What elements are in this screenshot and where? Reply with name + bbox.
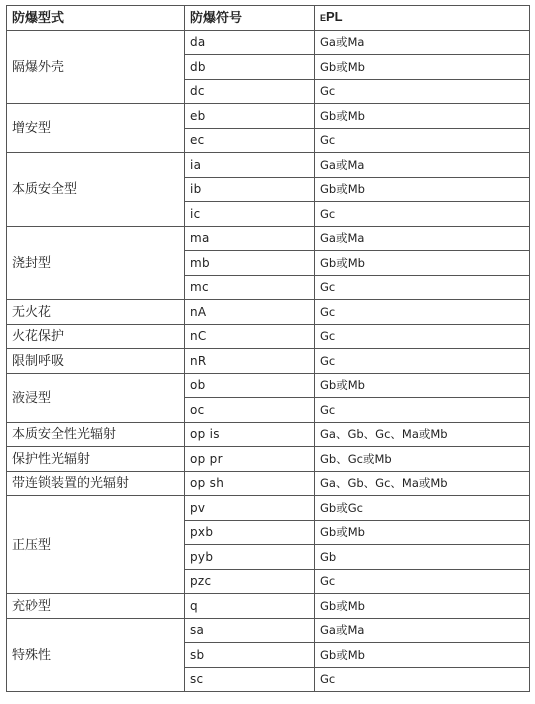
cell-epl: Gc xyxy=(315,300,530,325)
cell-epl: Ga或Ma xyxy=(315,30,530,55)
cell-protection-code: op pr xyxy=(185,447,315,472)
cell-protection-code: op sh xyxy=(185,471,315,496)
cell-protection-code: ic xyxy=(185,202,315,227)
header-type: 防爆型式 xyxy=(7,6,185,31)
cell-protection-type: 限制呼吸 xyxy=(7,349,185,374)
cell-protection-code: sa xyxy=(185,618,315,643)
header-code: 防爆符号 xyxy=(185,6,315,31)
cell-epl: Gc xyxy=(315,324,530,349)
cell-epl: Gb或Gc xyxy=(315,496,530,521)
cell-epl: Ga或Ma xyxy=(315,618,530,643)
cell-protection-type: 增安型 xyxy=(7,104,185,153)
cell-protection-code: ob xyxy=(185,373,315,398)
cell-protection-code: nA xyxy=(185,300,315,325)
table-row xyxy=(7,422,530,447)
cell-protection-code: q xyxy=(185,594,315,619)
cell-protection-code: sb xyxy=(185,643,315,668)
table-row xyxy=(7,30,530,55)
cell-protection-code: pzc xyxy=(185,569,315,594)
cell-epl: Ga或Ma xyxy=(315,226,530,251)
cell-protection-type: 保护性光辐射 xyxy=(7,447,185,472)
cell-epl: Gc xyxy=(315,569,530,594)
header-epl xyxy=(315,6,530,31)
cell-epl: Ga、Gb、Gc、Ma或Mb xyxy=(315,471,530,496)
cell-epl: Gc xyxy=(315,398,530,423)
cell-protection-type: 充砂型 xyxy=(7,594,185,619)
cell-epl: Gb或Mb xyxy=(315,251,530,276)
cell-protection-code: pyb xyxy=(185,545,315,570)
cell-protection-code: sc xyxy=(185,667,315,692)
header-epl-prefix: E xyxy=(320,13,327,24)
cell-protection-code: db xyxy=(185,55,315,80)
table-row xyxy=(7,447,530,472)
cell-epl: Gc xyxy=(315,128,530,153)
table-row xyxy=(7,324,530,349)
cell-epl: Ga、Gb、Gc、Ma或Mb xyxy=(315,422,530,447)
cell-protection-type: 无火花 xyxy=(7,300,185,325)
cell-epl: Gc xyxy=(315,349,530,374)
cell-protection-type: 正压型 xyxy=(7,496,185,594)
cell-epl: Gb或Mb xyxy=(315,177,530,202)
table-row xyxy=(7,373,530,398)
cell-protection-type: 本质安全型 xyxy=(7,153,185,227)
cell-protection-code: ec xyxy=(185,128,315,153)
cell-protection-code: nR xyxy=(185,349,315,374)
table-row xyxy=(7,618,530,643)
cell-epl: Gc xyxy=(315,79,530,104)
cell-epl: Gb或Mb xyxy=(315,55,530,80)
document-page xyxy=(6,5,529,692)
cell-epl: Gb xyxy=(315,545,530,570)
cell-protection-type: 液浸型 xyxy=(7,373,185,422)
cell-protection-code: op is xyxy=(185,422,315,447)
cell-epl: Gc xyxy=(315,202,530,227)
cell-protection-type: 本质安全性光辐射 xyxy=(7,422,185,447)
cell-protection-code: pxb xyxy=(185,520,315,545)
cell-epl: Gc xyxy=(315,667,530,692)
cell-protection-code: nC xyxy=(185,324,315,349)
cell-protection-type: 隔爆外壳 xyxy=(7,30,185,104)
table-row xyxy=(7,594,530,619)
table-row xyxy=(7,153,530,178)
cell-protection-code: dc xyxy=(185,79,315,104)
table-header-row xyxy=(7,6,530,31)
cell-protection-code: mb xyxy=(185,251,315,276)
cell-epl: Gb或Mb xyxy=(315,104,530,129)
cell-protection-code: eb xyxy=(185,104,315,129)
cell-epl: Gb或Mb xyxy=(315,373,530,398)
cell-protection-code: da xyxy=(185,30,315,55)
header-epl-suffix: PL xyxy=(326,9,343,25)
cell-protection-code: oc xyxy=(185,398,315,423)
cell-epl: Gb或Mb xyxy=(315,594,530,619)
table-row xyxy=(7,300,530,325)
cell-epl: Gb或Mb xyxy=(315,643,530,668)
cell-protection-code: ib xyxy=(185,177,315,202)
table-row xyxy=(7,496,530,521)
cell-epl: Gb、Gc或Mb xyxy=(315,447,530,472)
table-row xyxy=(7,104,530,129)
cell-protection-code: mc xyxy=(185,275,315,300)
cell-protection-type: 火花保护 xyxy=(7,324,185,349)
cell-protection-code: ma xyxy=(185,226,315,251)
cell-protection-code: pv xyxy=(185,496,315,521)
table-row xyxy=(7,226,530,251)
cell-protection-type: 特殊性 xyxy=(7,618,185,692)
cell-epl: Gc xyxy=(315,275,530,300)
cell-protection-code: ia xyxy=(185,153,315,178)
table-row xyxy=(7,349,530,374)
cell-epl: Gb或Mb xyxy=(315,520,530,545)
table-row xyxy=(7,471,530,496)
cell-epl: Ga或Ma xyxy=(315,153,530,178)
cell-protection-type: 带连锁装置的光辐射 xyxy=(7,471,185,496)
cell-protection-type: 浇封型 xyxy=(7,226,185,300)
table-body xyxy=(7,30,530,692)
explosion-protection-table xyxy=(6,5,530,692)
